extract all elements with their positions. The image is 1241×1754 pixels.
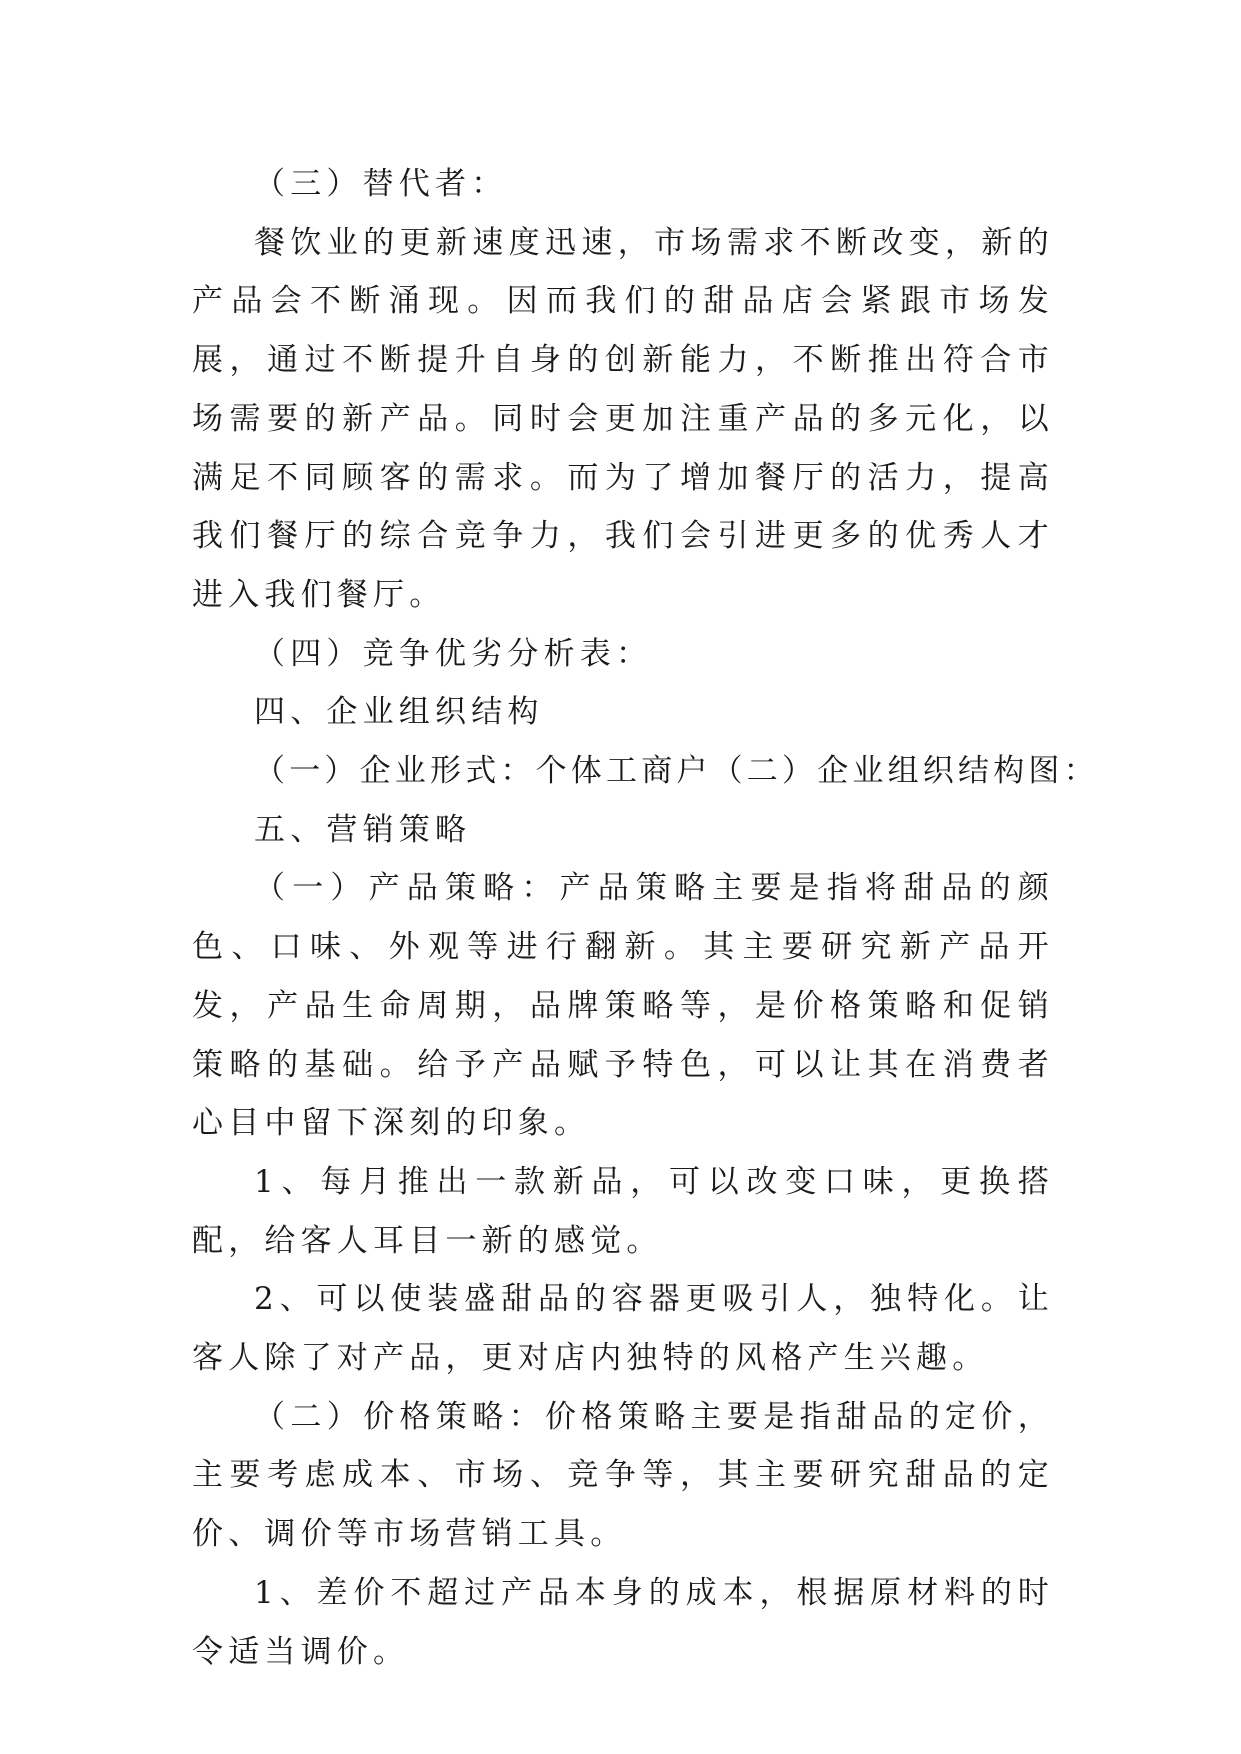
section-heading-organization: 四、企业组织结构 bbox=[254, 694, 544, 731]
document-body bbox=[192, 155, 1099, 1681]
paragraph-substitutes: 餐饮业的更新速度迅速，市场需求不断改变，新的产品会不断涌现。因而我们的甜品店会紧跟市场发展，通过不断提升自身的创新能力，不断推出符合市场需要的新产品。同时会更加注重产品的多元化，以满足不同顾客的需求。而为了增加餐厅的活力，提高我们餐厅的综合竞争力，我们会引进更多的优秀人才进入我们餐厅。 bbox=[192, 224, 1054, 613]
paragraph-price-item-1: 1、差价不超过产品本身的成本，根据原材料的时令适当调价。 bbox=[192, 1574, 1054, 1670]
section-heading-competition-table: （四）竞争优劣分析表： bbox=[254, 635, 653, 672]
paragraph-product-item-2: 2、可以使装盛甜品的容器更吸引人，独特化。让客人除了对产品，更对店内独特的风格产生兴趣。 bbox=[192, 1281, 1054, 1377]
section-heading-marketing: 五、营销策略 bbox=[254, 811, 472, 848]
paragraph-price-strategy: （二）价格策略：价格策略主要是指甜品的定价，主要考虑成本、市场、竞争等，其主要研究甜品的定价、调价等市场营销工具。 bbox=[192, 1398, 1054, 1553]
section-heading-enterprise-form: （一）企业形式：个体工商户（二）企业组织结构图： bbox=[254, 753, 1099, 790]
paragraph-product-item-1: 1、每月推出一款新品，可以改变口味，更换搭配，给客人耳目一新的感觉。 bbox=[192, 1163, 1054, 1259]
paragraph-product-strategy: （一）产品策略：产品策略主要是指将甜品的颜色、口味、外观等进行翻新。其主要研究新产品开发，产品生命周期，品牌策略等，是价格策略和促销策略的基础。给予产品赋予特色，可以让其在消费者心目中留下深刻的印象。 bbox=[192, 870, 1054, 1142]
section-heading-substitutes: （三）替代者： bbox=[254, 166, 508, 202]
